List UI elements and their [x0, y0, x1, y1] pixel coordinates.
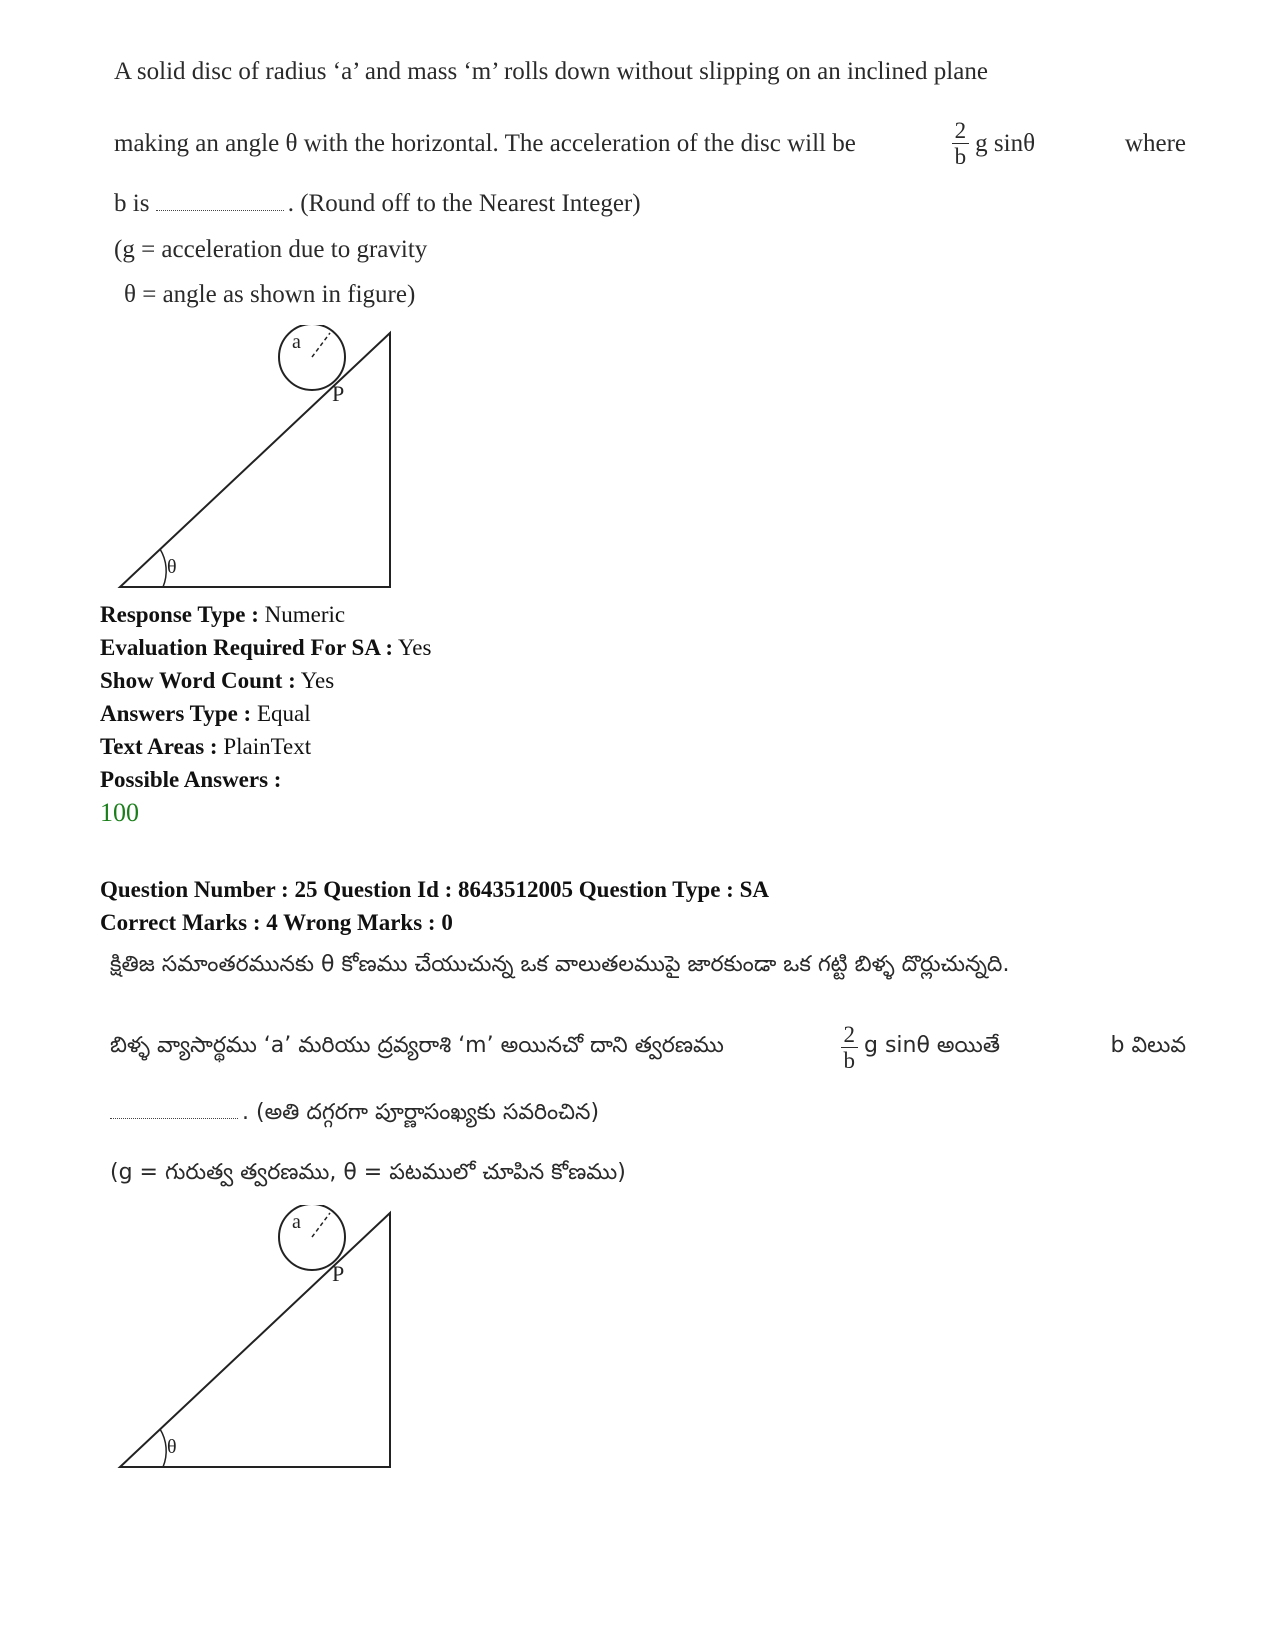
- radius-label: a: [292, 1211, 301, 1233]
- evaluation-row: Evaluation Required For SA : Yes: [100, 635, 432, 660]
- q25-header-line-2: Correct Marks : 4 Wrong Marks : 0: [100, 910, 453, 935]
- point-label: P: [332, 381, 345, 406]
- word-count-row: Show Word Count : Yes: [100, 668, 335, 693]
- answer-blank: [110, 1100, 238, 1119]
- angle-label: θ: [167, 1436, 177, 1458]
- angle-arc: [160, 1429, 166, 1467]
- radius-label: a: [292, 331, 301, 353]
- q25-b-value: b విలువ: [1110, 1032, 1186, 1058]
- q24-line-2: [114, 118, 1186, 169]
- answers-type-row: Answers Type : Equal: [100, 701, 311, 726]
- inclined-plane-figure-2: [100, 1205, 400, 1490]
- q25-header-line-1: Question Number : 25 Question Id : 8643512005 Question Type : SA: [100, 877, 769, 902]
- point-label: P: [332, 1261, 345, 1286]
- q25-te-line-1: క్షితిజ సమాంతరమునకు θ కోణము చేయుచున్న ఒక వాలుతలముపై జారకుండా ఒక గట్టి బిళ్ళ దొర్లుచున్నది.: [110, 952, 1010, 977]
- possible-answers-label: Possible Answers :: [100, 767, 282, 792]
- q25-te-line-2: [110, 1022, 1186, 1073]
- q24-g-sin: g sinθ: [975, 129, 1036, 157]
- q24-where: where: [1124, 129, 1186, 157]
- text-areas-row: Text Areas : PlainText: [100, 734, 312, 759]
- q24-line-4: (g = acceleration due to gravity: [114, 236, 428, 263]
- answer-blank: [156, 192, 284, 211]
- q24-line-3: b is . (Round off to the Nearest Integer): [114, 190, 641, 217]
- response-type-row: Response Type : Numeric: [100, 602, 346, 627]
- q25-te-line-3: . (అతి దగ్గరగా పూర్ణాసంఖ్యకు సవరించిన): [110, 1100, 599, 1130]
- q24-line-5: θ = angle as shown in figure): [124, 281, 416, 308]
- q25-fraction: $\frac{2}{b}$: [841, 1022, 859, 1073]
- angle-arc: [160, 549, 166, 587]
- q25-g-sin: g sinθ అయితే: [864, 1032, 1000, 1058]
- q25-te-line-2-text: బిళ్ళ వ్యాసార్థము ‘a’ మరియు ద్రవ్యరాశి ‘m’ అయినచో దాని త్వరణము: [110, 1032, 724, 1058]
- inclined-plane-figure-1: [100, 325, 400, 610]
- possible-answer-value: 100: [100, 798, 139, 827]
- q24-fraction: $\frac{2}{b}$: [952, 118, 970, 169]
- angle-label: θ: [167, 556, 177, 578]
- q24-line-1: A solid disc of radius ‘a’ and mass ‘m’ rolls down without slipping on an inclined plane: [114, 58, 988, 85]
- q25-te-line-4: (g = గురుత్వ త్వరణము, θ = పటములో చూపిన కోణము): [110, 1160, 626, 1185]
- q24-line-2-text: making an angle θ with the horizontal. The acceleration of the disc will be: [114, 129, 856, 157]
